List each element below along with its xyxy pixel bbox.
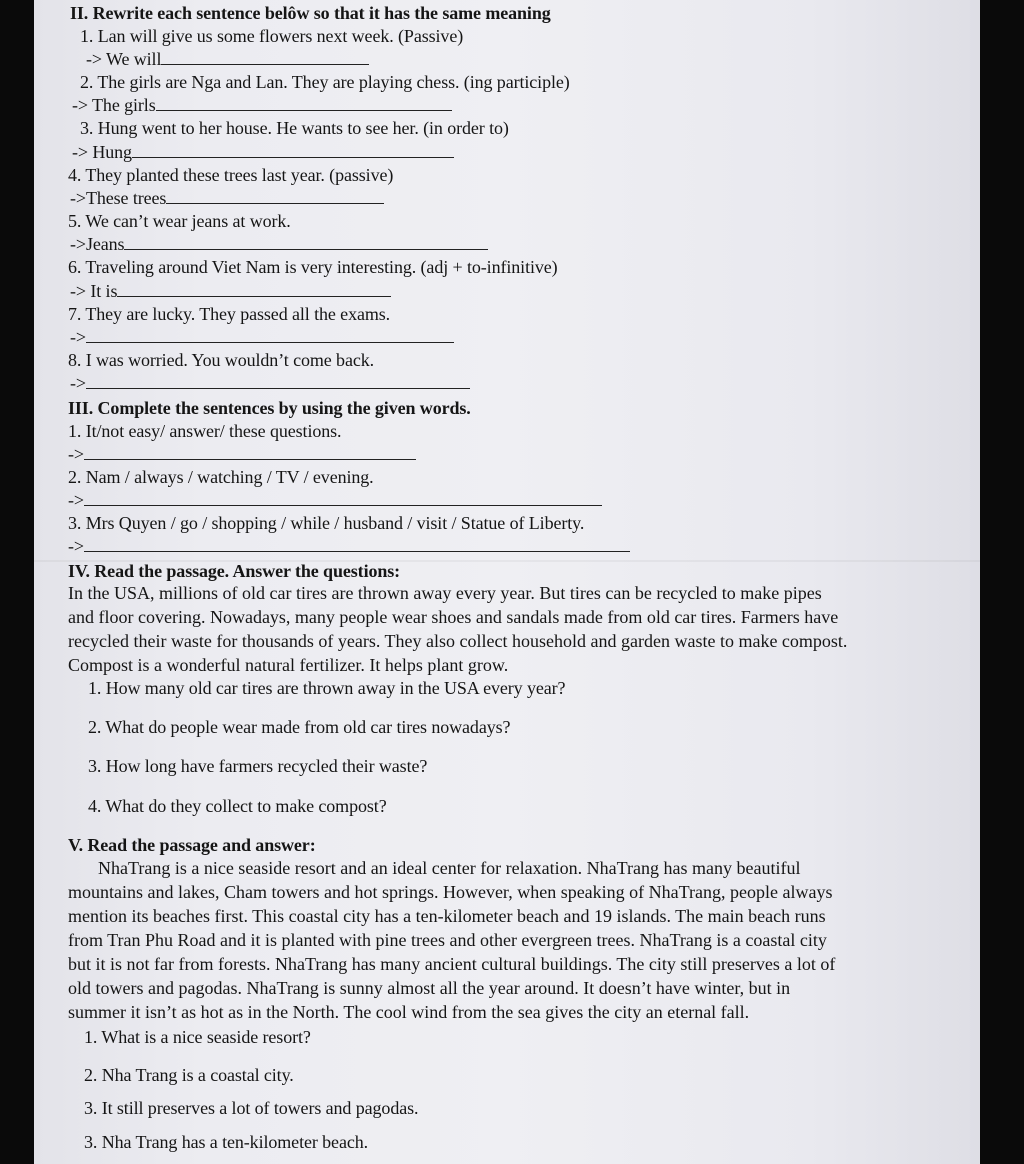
section-3-heading: III. Complete the sentences by using the given words. xyxy=(68,398,471,418)
s2-answer-1[interactable]: -> We will xyxy=(86,48,369,70)
section-4-passage xyxy=(68,581,958,677)
section-5-passage xyxy=(68,856,968,1024)
s5-question-1: 1. What is a nice seaside resort? xyxy=(84,1027,311,1047)
s2-question-7: 7. They are lucky. They passed all the exams. xyxy=(68,304,391,324)
passage-line: mountains and lakes, Cham towers and hot springs. However, when speaking of NhaTrang, people always xyxy=(68,882,833,902)
s3-answer-1[interactable]: -> xyxy=(68,443,416,465)
passage-line: from Tran Phu Road and it is planted with pine trees and other evergreen trees. NhaTrang is a coastal city xyxy=(68,930,827,950)
s4-question-2: 2. What do people wear made from old car tires nowadays? xyxy=(88,717,511,737)
passage-line: old towers and pagodas. NhaTrang is sunny almost all the year around. It doesn’t have winter, but in xyxy=(68,978,791,998)
s5-question-3: 3. It still preserves a lot of towers and pagodas. xyxy=(84,1098,419,1118)
s2-answer-7[interactable]: -> xyxy=(70,326,454,348)
passage-line: mention its beaches first. This coastal city has a ten-kilometer beach and 19 islands. The main beach runs xyxy=(68,906,826,926)
s4-question-4: 4. What do they collect to make compost? xyxy=(88,796,387,816)
passage-line: In the USA, millions of old car tires are thrown away every year. But tires can be recycled to make pipes xyxy=(68,583,822,603)
passage-line: and floor covering. Nowadays, many people wear shoes and sandals made from old car tires. Farmers have xyxy=(68,607,839,627)
s5-question-2: 2. Nha Trang is a coastal city. xyxy=(84,1065,294,1085)
s2-question-1: 1. Lan will give us some flowers next week. (Passive) xyxy=(80,26,464,46)
s2-question-8: 8. I was worried. You wouldn’t come back. xyxy=(68,350,375,370)
s2-answer-5[interactable]: ->Jeans xyxy=(70,233,488,255)
s3-question-1: 1. It/not easy/ answer/ these questions. xyxy=(68,421,342,441)
passage-line: recycled their waste for thousands of years. They also collect household and garden waste to make compost. xyxy=(68,631,848,651)
section-2-heading: II. Rewrite each sentence belôw so that it has the same meaning xyxy=(70,3,551,23)
s2-answer-2[interactable]: -> The girls xyxy=(72,94,452,116)
s2-question-5: 5. We can’t wear jeans at work. xyxy=(68,211,291,231)
passage-line: NhaTrang is a nice seaside resort and an ideal center for relaxation. NhaTrang has many beautiful xyxy=(98,858,801,878)
s2-question-4: 4. They planted these trees last year. (passive) xyxy=(68,165,394,185)
s3-answer-3[interactable]: -> xyxy=(68,535,630,557)
s2-answer-6[interactable]: -> It is xyxy=(70,280,391,302)
passage-line: summer it isn’t as hot as in the North. The cool wind from the sea gives the city an eternal fall. xyxy=(68,1002,750,1022)
s2-question-3: 3. Hung went to her house. He wants to see her. (in order to) xyxy=(80,118,509,138)
s3-question-2: 2. Nam / always / watching / TV / evening. xyxy=(68,467,374,487)
s5-question-4: 3. Nha Trang has a ten-kilometer beach. xyxy=(84,1132,369,1152)
s4-question-3: 3. How long have farmers recycled their waste? xyxy=(88,756,428,776)
s2-answer-8[interactable]: -> xyxy=(70,372,470,394)
right-dark-border xyxy=(980,0,1024,1164)
section-5-heading: V. Read the passage and answer: xyxy=(68,835,316,855)
s2-answer-4[interactable]: ->These trees xyxy=(70,187,384,209)
left-dark-border xyxy=(0,0,34,1164)
section-4-heading: IV. Read the passage. Answer the questions: xyxy=(68,561,401,581)
s3-answer-2[interactable]: -> xyxy=(68,489,602,511)
worksheet-page xyxy=(34,0,980,1164)
passage-line: Compost is a wonderful natural fertilizer. It helps plant grow. xyxy=(68,655,509,675)
passage-line: but it is not far from forests. NhaTrang has many ancient cultural buildings. The city still preserves a lot of xyxy=(68,954,836,974)
s3-question-3: 3. Mrs Quyen / go / shopping / while / husband / visit / Statue of Liberty. xyxy=(68,513,585,533)
s2-question-2: 2. The girls are Nga and Lan. They are playing chess. (ing participle) xyxy=(80,72,570,92)
s2-question-6: 6. Traveling around Viet Nam is very interesting. (adj + to-infinitive) xyxy=(68,257,558,277)
s4-question-1: 1. How many old car tires are thrown away in the USA every year? xyxy=(88,678,566,698)
s2-answer-3[interactable]: -> Hung xyxy=(72,141,454,163)
